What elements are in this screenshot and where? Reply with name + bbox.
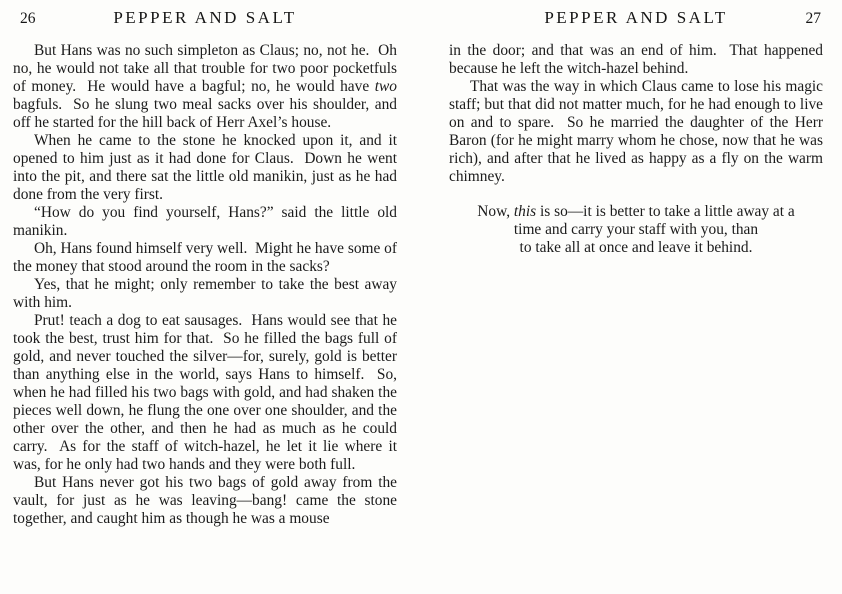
body-text-left	[13, 42, 401, 528]
paragraph-prut-teach-a-dog: Prut! teach a dog to eat sausages. Hans would see that he took the best, trust him for that. So he filled the bags full of gold, and never touched the silver—for, surely, gold is better than anything else in the world, says Hans to himself. So, when he had filled his two bags with gold, and had shaken the pieces well down, he flung the one over one shoulder, and the other over the other, and then he had as much as he could carry. As for the staff of witch-hazel, he let it lie where it was, for he only had two hands and they were both full.	[13, 312, 401, 473]
italic-word-two: two	[374, 78, 397, 95]
page-number-right: 27	[805, 10, 821, 27]
page-number-left: 26	[20, 10, 36, 27]
paragraph-text: bagfuls. So he slung two meal sacks over his shoulder, and off he started for the hill back of Herr Axel’s house.	[13, 78, 401, 131]
moral-text: Now,	[477, 203, 514, 220]
paragraph-claus-lost-staff: That was the way in which Claus came to lose his magic staff; but that did not matter much, for he had enough to live on and to spare. So he married the daughter of the Herr Baron (for he might marry whom he chose, now that he was rich), and after that he lived as happy as a fly on the warm chimney.	[449, 78, 827, 185]
moral-line-2: time and carry your staff with you, than	[513, 221, 759, 238]
moral-line-1	[449, 203, 823, 221]
paragraph-found-himself-well: Oh, Hans found himself very well. Might he have some of the money that stood around the room in the sacks?	[13, 240, 401, 275]
page-right	[421, 0, 842, 594]
page-header-right	[449, 8, 823, 36]
moral-line-3: to take all at once and leave it behind.	[519, 239, 753, 256]
paragraph-came-to-stone: When he came to the stone he knocked upon it, and it opened to him just as it had done for Claus. Down he went into the pit, and there sat the little old manikin, just as he had done from the very first.	[13, 132, 401, 203]
running-title-left: PEPPER AND SALT	[113, 8, 297, 27]
paragraph-in-the-door: in the door; and that was an end of him. That happened because he left the witch-hazel behind.	[449, 42, 827, 77]
moral-text: is so—it is better to take a little away at a	[536, 203, 795, 220]
body-text-right	[449, 42, 827, 257]
running-title-right: PEPPER AND SALT	[544, 8, 728, 27]
paragraph-how-do-you-find: “How do you find yourself, Hans?” said the little old manikin.	[13, 204, 401, 239]
paragraph-text: But Hans was no such simpleton as Claus; no, not he. Oh no, he would not take all that trouble for two poor pocketfuls of money. He would have a bagful; no, he would have	[13, 42, 401, 95]
page-header-left	[13, 8, 397, 36]
paragraph-yes-he-might: Yes, that he might; only remember to take the best away with him.	[13, 276, 401, 311]
moral-verse	[449, 203, 823, 257]
italic-word-this: this	[513, 203, 537, 220]
paragraph-hans-simpleton	[13, 42, 401, 132]
paragraph-never-got-bags-away: But Hans never got his two bags of gold away from the vault, for just as he was leaving—bang! came the stone together, and caught him as though he was a mouse	[13, 474, 401, 527]
